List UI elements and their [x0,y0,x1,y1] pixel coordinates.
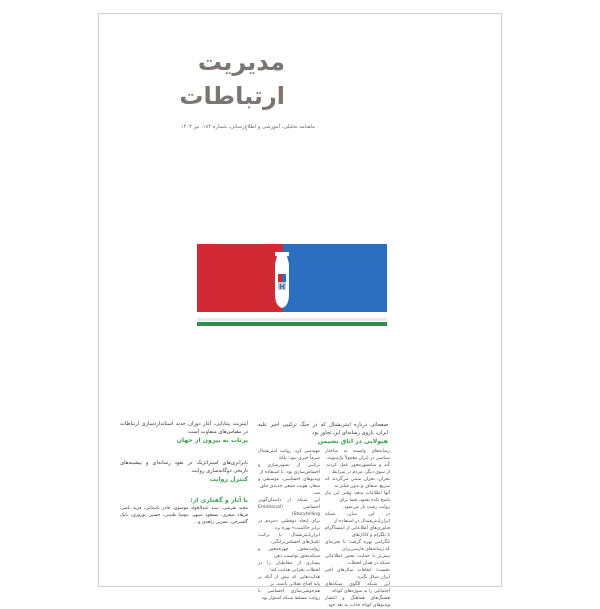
article-line: رسانه‌های وابسته به ساختار سیاسی در ایران معمولاً یک‌سویه، [325,449,390,461]
masthead-title-line-2: ارتباطات [179,82,285,110]
article-lead: صفحاتی درباره اینترنشنال که در جنگ ترکیبی اخیر علیه ایران، بازوی رسانه‌ای این تجاوز بود [258,422,388,436]
article-line: این شبکه از داستان‌گویی احساسی (Emotional Storytelling) [258,498,320,517]
article-line: کُند و سانسورمحور عمل کردند. از سوی دیگر، مردم در شرایط [325,463,390,475]
article-line: ایران‌اینترنشنال با ترکیب تکنیک‌های احساس‌برانگیز، [258,533,320,545]
masthead [130,48,285,118]
article-line: نخست؛ اتفاقات سال‌های اخیر ایران شکل بگیرد. [325,568,390,580]
white-stripe [197,318,387,321]
article-line: پیش‌تر با حمایت بخش اطلاعاتی شبکه در همان لحظات [325,554,390,566]
sidebar-lead-2: نابرابری‌های استراتژیک در نفوذ رسانه‌ای و پیشینه‌های تاریخی دوگانه‌سازی روایت [120,460,248,474]
article-line: مهندسی کرد. روایت اینترنشنال صرفاً خبری نبود؛ بلکه [258,449,320,461]
article-line: بسیاری از مخاطبان را در لحظات بحرانی هدایت کند؛ [258,561,320,573]
sidebar [120,420,248,526]
article-line: ترکیبی از تصویرسازی و احساس‌سازی بود. با استفاده از [258,463,320,475]
article-line: روایت رقیب باز می‌شود. [342,505,390,510]
sidebar-heading-2: کنترل روایت [209,476,248,483]
article-line: هشتگ‌های هماهنگ و انتشار ویدیوهای کوتاه جذاب به نقد خود. [325,596,390,608]
article-line: تلگرامی بهره گرفت؛ تا تجربه‌ای که رسانه‌های فارسی‌زبان [325,540,390,552]
issue-subtitle: ماهنامه تحلیلی، آموزشی و اطلاع‌رسانی، شماره ۱۸۴، تیر ۱۴۰۴ [180,124,315,130]
blue-panel [283,244,387,312]
article-line: در این میان، شبکه ایران‌اینترنشنال در استفاده از [325,512,390,524]
sidebar-authors: مجید تفرشی، سید عبدالجواد موسوی، قادر باستانی، فرید ناصر، فرهاد صفری، مسعود سپهر، بنوشا طبیبی، حسین نوروزی، بابک گلسرخی، نسرین زاهدی و... [120,506,248,525]
article-line: بحران، بحران سنتی می‌گردند که سریع، شفاف و بدون فیلتر به [325,477,390,489]
red-panel [197,244,283,312]
sidebar-heading-3: با آثار و گفتاری از: [190,497,248,504]
sidebar-lead-1: اینترنت پنتاپایی، آغاز دوران جدید استانداردسازی ارتباطات در مقیاس‌های متفاوت است [120,421,248,435]
masthead-title-line-1: مدیریت [197,48,285,76]
cover-illustration [197,244,387,334]
article-line: ویدیوهای احساسی، موسیقی و شعار، هویت جمعی جدیدی خلق [258,477,320,489]
missile-icon [275,252,289,308]
flag-letter: H [279,283,285,291]
article-lead-block [258,421,388,446]
article-line: روایت‌محور، چهره‌محور و شبکه‌محور توانست ذهن [258,547,320,559]
article-line: شد. [312,491,320,496]
article-column-right [325,448,390,609]
article-line: فناوری‌های اطلاعاتی از اینستاگرام تا تلگرام و کانال‌های [325,526,390,538]
article-column-left [258,448,320,602]
green-stripe [197,322,387,326]
article-line: آنها اطلاعات بدهد، وقتی این نیاز پاسخ داده نشود، فضا برای [325,491,390,503]
article-heading: هیولایی در اتاق نشیمن [317,438,388,445]
article-line: هدایت‌هایی که بیش از آنکه بر پایه اقناع عقلانی باشند، بر [258,575,320,587]
sidebar-heading-1: پرتاب به بیرون از جهان [176,437,248,444]
article-line: هم‌جوشی‌سازی احساسی با روایت مسلط شبکه استوار بود. [258,589,320,601]
article-line: برای ایجاد دوقطبی «مردم در برابر حاکمیت» بهره برد. [258,519,320,531]
article-line: این شبکه الگوی شبکه‌های اجتماعی را به سوژه‌های کوتاه، [325,582,390,594]
